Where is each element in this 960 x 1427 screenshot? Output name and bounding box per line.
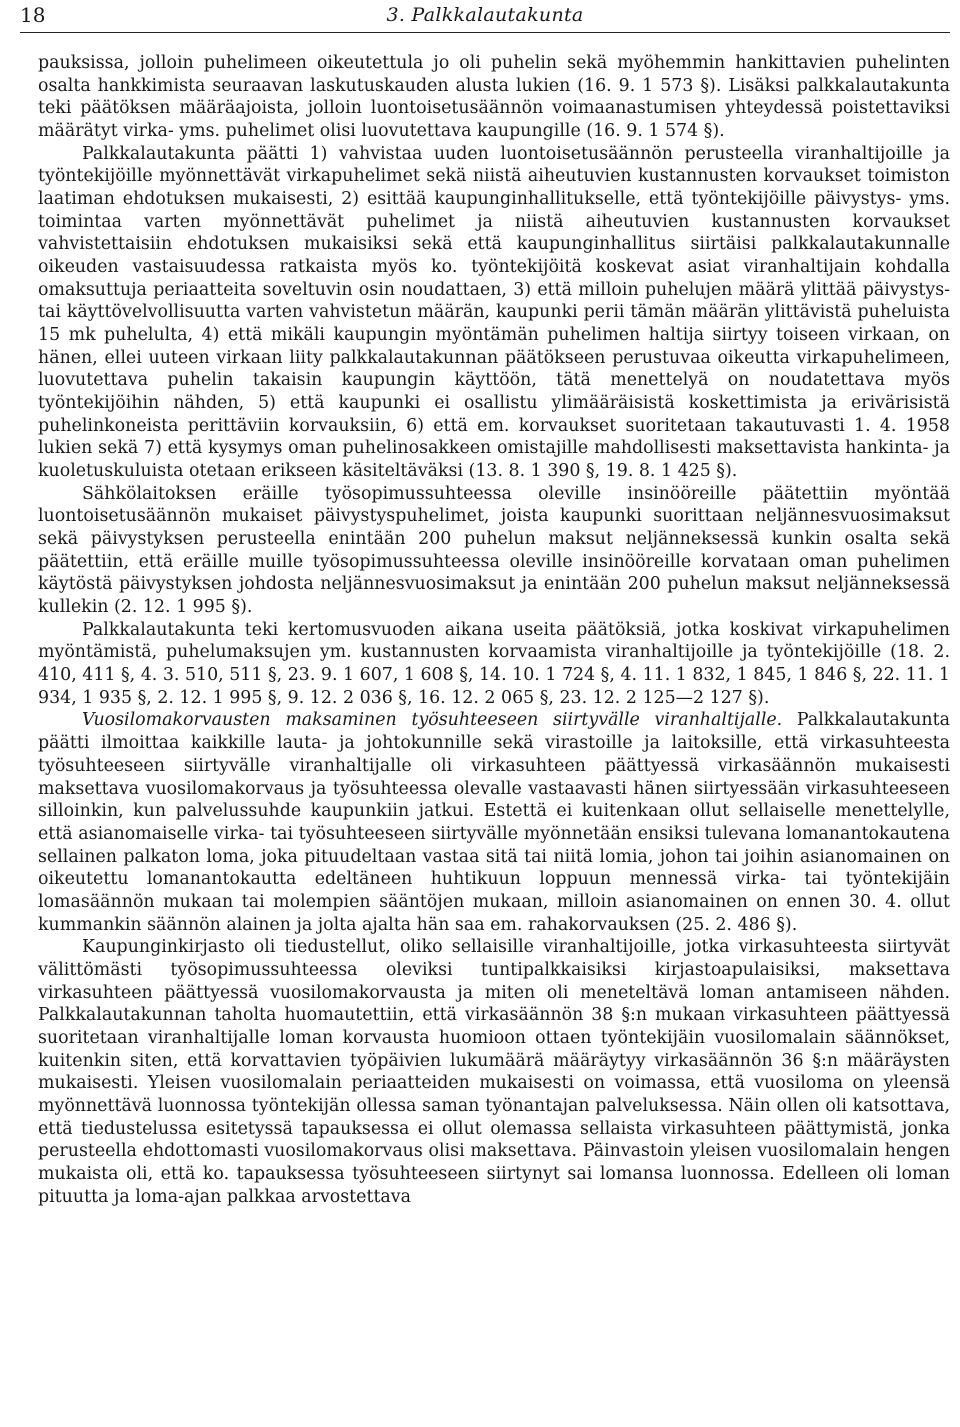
page-number: 18 xyxy=(20,3,46,27)
paragraph-text: Palkkalautakunta päätti 1) vahvistaa uuden luontoisetusäännön perusteella viranhaltijoille ja työntekijöille myönnettävät virkapuhelimet sekä niistä aiheutuvien kustannusten korvaukset toimiston laatiman ehdotuksen mukaisesti, 2) esittää kaupunginhallitukselle, että työntekijöille päivystys- yms. toimintaa varten myönnettävät puhelimet ja niistä aiheutuvien kustannusten korvaukset vahvistettaisiin ehdotuksen mukaisiksi sekä että kaupunginhallitus siirtäisi palkkalautakunnalle oikeuden vastaisuudessa ratkaista myös ko. työntekijöitä koskevat asiat viranhaltijain kohdalla omaksuttuja periaatteita soveltuvin osin noudattaen, 3) että milloin puhelujen määrä ylittää päivystys- tai käyttövelvollisuutta varten vahvistetun määrän, kaupunki perii tämän määrän ylittävistä puheluista 15 mk puhelulta, 4) että mikäli kaupungin myöntämän puhelimen haltija siirtyy toiseen virkaan, on hänen, ellei uuteen virkaan liity palkkalautakunnan päätökseen perustuvaa oikeutta virkapuhelimeen, luovutettava puhelin takaisin kaupungin käyttöön, tätä menettelyä on noudatettava myös työntekijöihin nähden, 5) että kaupunki ei osallistu ylimääräisistä koskettimista ja erivärisistä puhelinkoneista perittäviin korvauksiin, 6) että em. korvaukset suoritetaan takautuvasti 1. 4. 1958 lukien sekä 7) että kysymys oman puhelinosakkeen omistajille mahdollisesti maksettavista hankinta- ja kuoletuskuluista otetaan erikseen käsiteltäväksi (13. 8. 1 390 §, 19. 8. 1 425 §). xyxy=(38,143,950,482)
running-title: 3. Palkkalautakunta xyxy=(386,4,584,26)
body-text xyxy=(38,52,950,1208)
paragraph xyxy=(38,143,950,483)
paragraph xyxy=(38,483,950,619)
paragraph-text: pauksissa, jolloin puhelimeen oikeutettula jo oli puhelin sekä myöhemmin hankittavien puhelinten osalta hankkimista seuraavan laskutuskauden alusta lukien (16. 9. 1 573 §). Lisäksi palkkalautakunta teki päätöksen määräajoista, jolloin luontoisetusäännön voimaanastumisen yhteydessä poistettaviksi määrätyt virka- yms. puhelimet olisi luovutettava kaupungille (16. 9. 1 574 §). xyxy=(38,53,950,142)
paragraph xyxy=(38,52,950,143)
paragraph xyxy=(38,709,950,936)
paragraph-text: Kaupunginkirjasto oli tiedustellut, oliko sellaisille viranhaltijoille, jotka virkasuhteesta siirtyvät välittömästi työsopimussuhteessa oleviksi tuntipalkkaisiksi kirjastoapulaisiksi, maksettava virkasuhteen päättyessä vuosilomakorvausta ja miten oli meneteltävä loman antamiseen nähden. Palkkalautakunnan taholta huomautettiin, että virkasäännön 38 §:n mukaan virkasuhteen päättyessä suoritetaan viranhaltijalle loman korvausta huomioon ottaen työntekijäin vuosilomalain säännökset, kuitenkin siten, että korvattavien työpäivien lukumäärä määräytyy virkasäännön 36 §:n määräysten mukaisesti. Yleisen vuosilomalain periaatteiden mukaisesti on voimassa, että vuosiloma on yleensä myönnettävä luonnossa työntekijän ollessa saman työnantajan palveluksessa. Näin ollen oli katsottava, että tiedustelussa esitetyssä tapauksessa ei ollut olemassa sellaista virkasuhteen päättymistä, jonka perusteella ehdottomasti vuosilomakorvaus olisi maksettava. Päinvastoin yleisen vuosilomalain hengen mukaista oli, että ko. tapauksessa työsuhteeseen siirtynyt sai lomansa luonnossa. Edelleen oli loman pituutta ja loma-ajan palkkaa arvostettava xyxy=(38,937,950,1207)
paragraph xyxy=(38,619,950,710)
paragraph-text: Sähkölaitoksen eräille työsopimussuhteessa oleville insinööreille päätettiin myöntää luontoisetusäännön mukaiset päivystyspuhelimet, joista kaupunki suorittaan neljännesvuosimaksut sekä päivystyksen perusteella enintään 200 puhelun maksut neljänneksessä kunkin osalta sekä päätettiin, että eräille muille työsopimussuhteessa oleville insinööreille korvataan oman puhelimen käytöstä päivystyksen johdosta neljännesvuosimaksut ja enintään 200 puhelun maksut neljänneksessä kullekin (2. 12. 1 995 §). xyxy=(38,483,950,618)
paragraph xyxy=(38,936,950,1208)
paragraph-text: Palkkalautakunta teki kertomusvuoden aikana useita päätöksiä, jotka koskivat virkapuhelimen myöntämistä, puhelumaksujen ym. kustannusten korvaamista viranhaltijoille ja työntekijöille (18. 2. 410, 411 §, 4. 3. 510, 511 §, 23. 9. 1 607, 1 608 §, 14. 10. 1 724 §, 4. 11. 1 832, 1 845, 1 846 §, 22. 11. 1 934, 1 935 §, 2. 12. 1 995 §, 9. 12. 2 036 §, 16. 12. 2 065 §, 23. 12. 2 125—2 127 §). xyxy=(38,619,950,708)
page-header xyxy=(20,2,950,33)
section-run-in-heading: Vuosilomakorvausten maksaminen työsuhteeseen siirtyvälle viranhaltijalle. xyxy=(82,710,783,731)
paragraph-text: Palkkalautakunta päätti ilmoittaa kaikkille lauta- ja johtokunnille sekä virastoille ja laitoksille, että virkasuhteesta työsuhteeseen siirtyvälle viranhaltijalle oli virkasuhteen päättyessä virkasäännön mukaisesti maksettava vuosilomakorvaus ja työsuhteessa olevalle vastaavasti hänen siirtyessään virkasuhteeseen silloinkin, kun palvelussuhde kaupunkiin jatkui. Estettä ei kuitenkaan ollut sellaiselle menettelylle, että asianomaiselle virka- tai työsuhteeseen siirtyvälle myönnetään ensiksi tulevana lomanantokautena sellainen palkaton loma, joka pituudeltaan vastaa sitä tai niitä lomia, johon tai joihin asianomainen on oikeutettu lomanantokautta edeltäneen huhtikuun loppuun mennessä virka- tai työntekijäin lomasäännön mukaan tai molempien sääntöjen mukaan, milloin asianomainen on ennen 30. 4. ollut kummankin säännön alainen ja jolta ajalta hän saa em. rahakorvauksen (25. 2. 486 §). xyxy=(38,710,950,935)
